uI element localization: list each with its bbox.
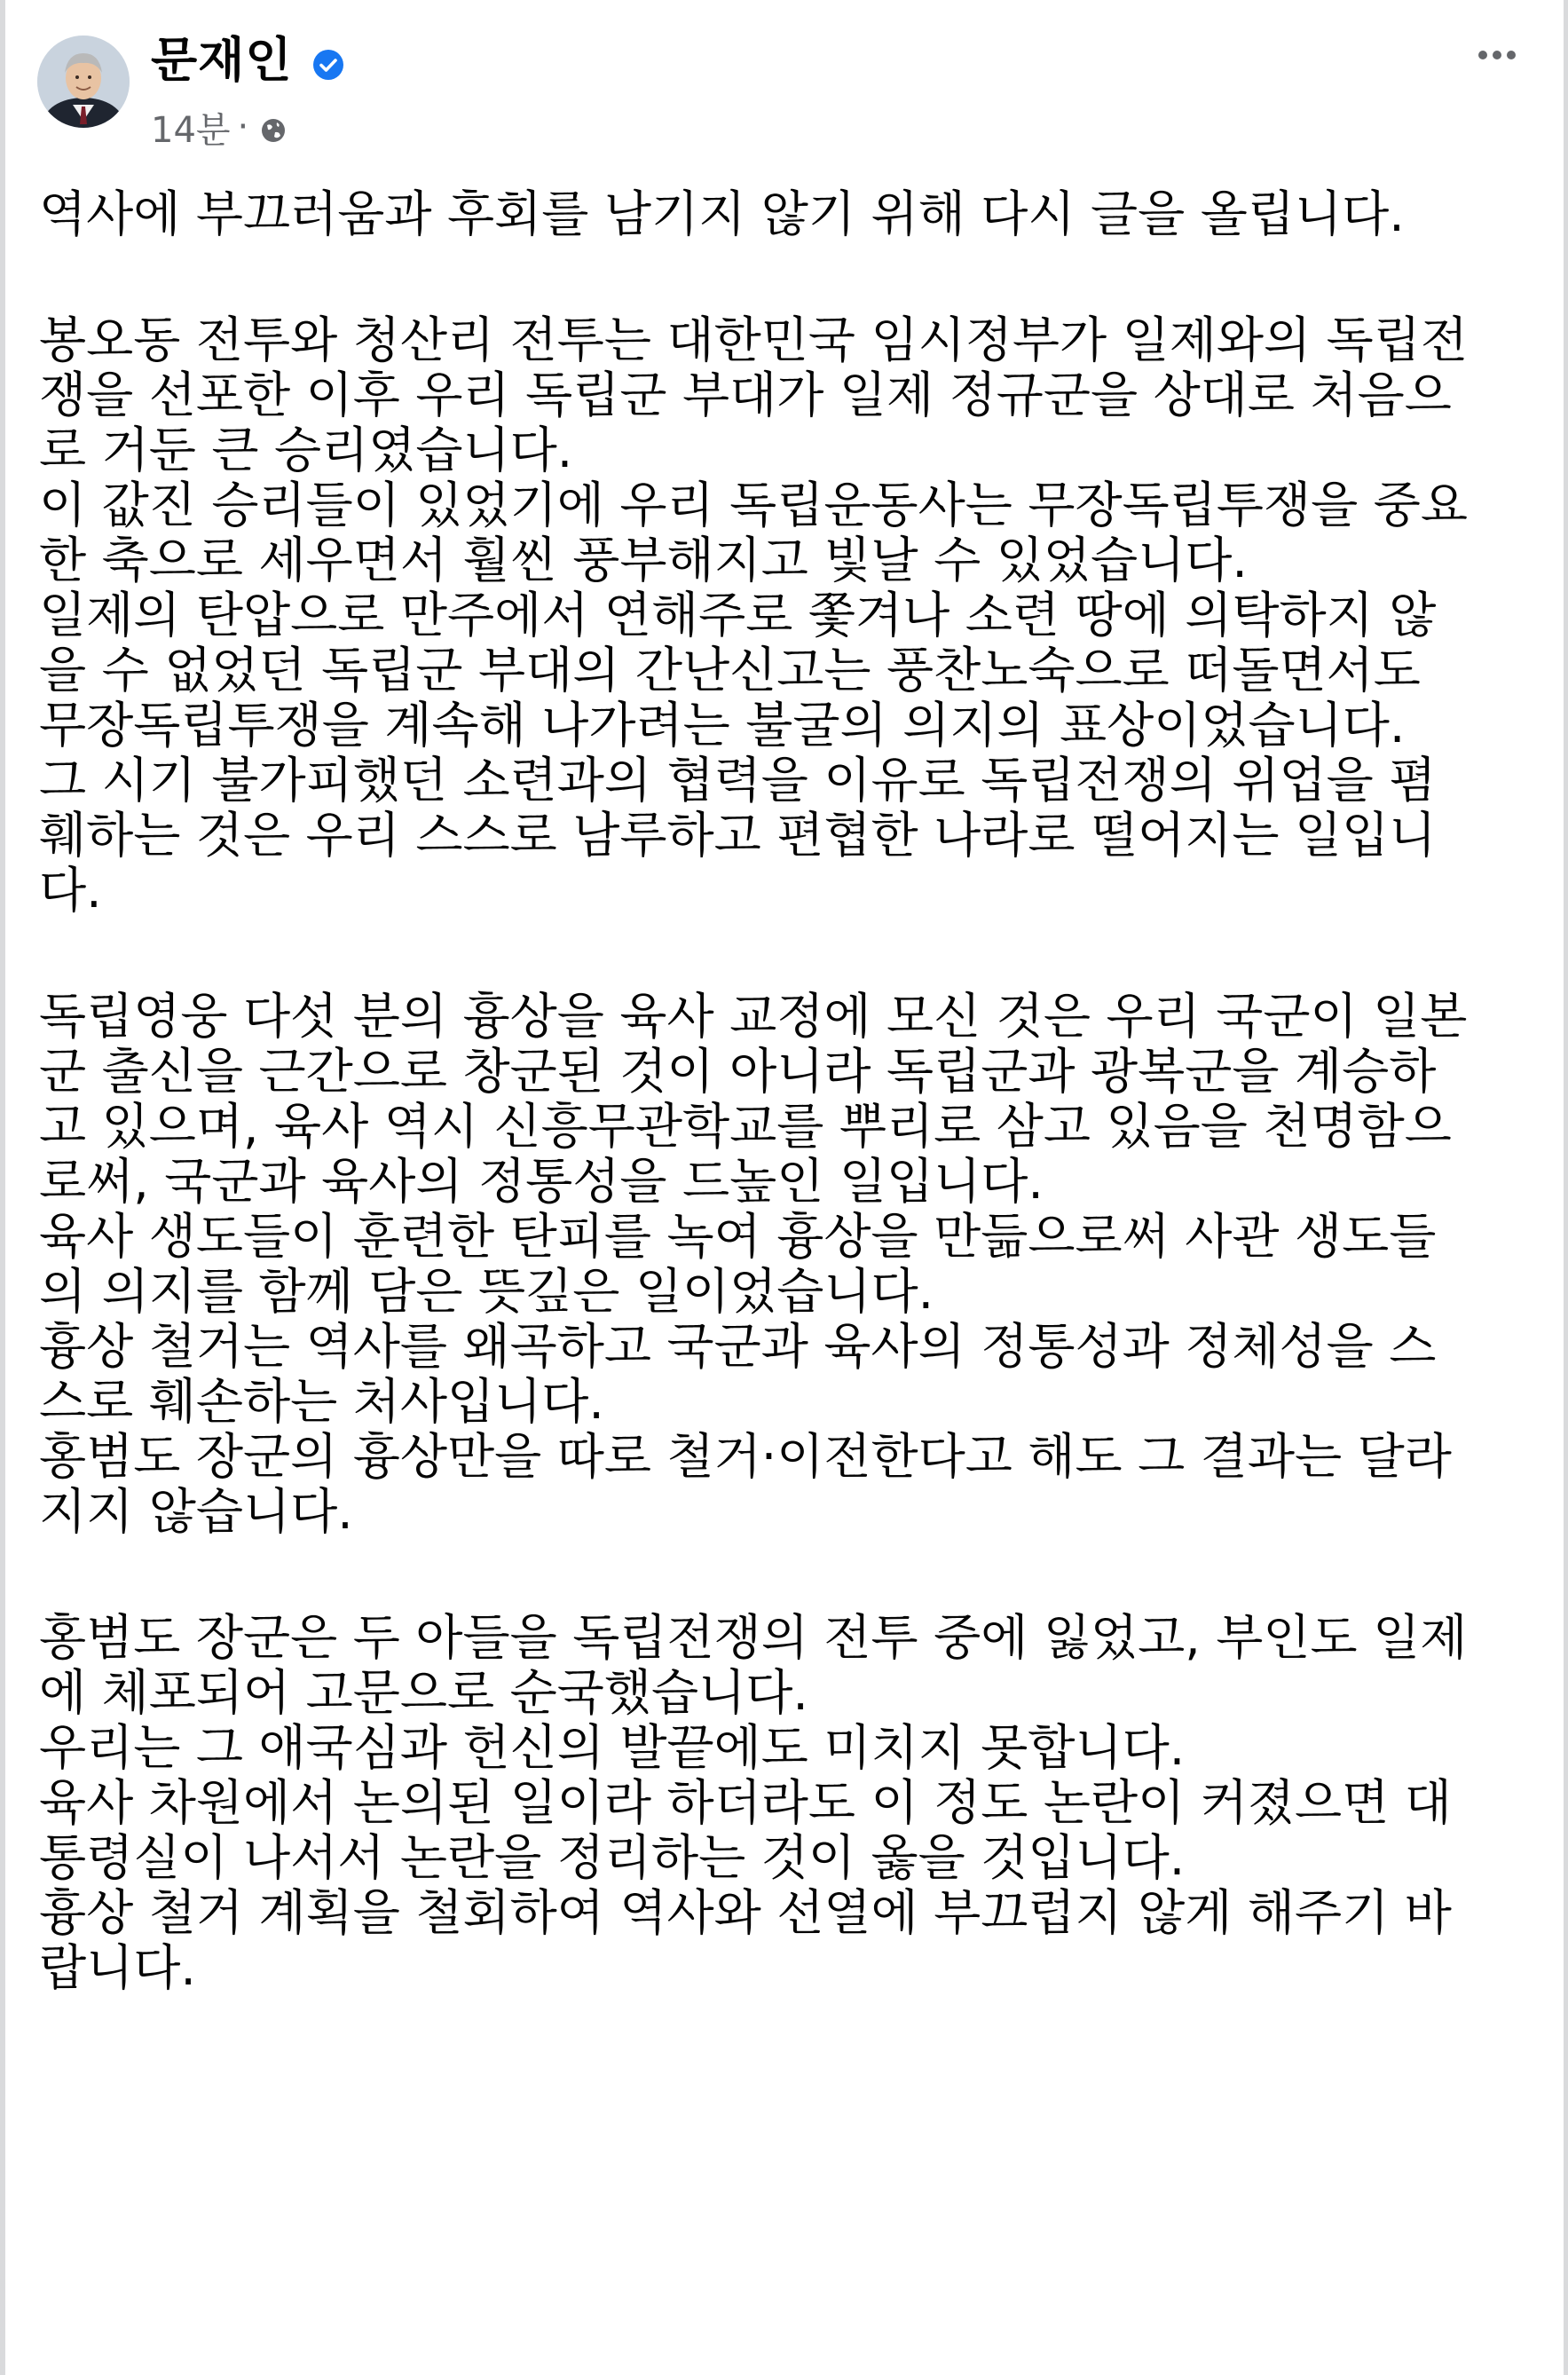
- post-text-line: 을 수 없었던 독립군 부대의 간난신고는 풍찬노숙으로 떠돌면서도: [39, 642, 1421, 698]
- post-text-line: 한 축으로 세우면서 훨씬 풍부해지고 빛날 수 있었습니다.: [39, 532, 1248, 588]
- post-text-line: 흉상 철거는 역사를 왜곡하고 국군과 육사의 정통성과 정체성을 스: [39, 1318, 1437, 1375]
- paragraph-3: [39, 1610, 1539, 1995]
- post-text-line: 다.: [39, 862, 102, 919]
- post-text-line: 역사에 부끄러움과 후회를 남기지 않기 위해 다시 글을 올립니다.: [39, 185, 1405, 242]
- post-text-line: 육사 차원에서 논의된 일이라 하더라도 이 정도 논란이 커졌으면 대: [39, 1774, 1452, 1831]
- post-text-line: 독립영웅 다섯 분의 흉상을 육사 교정에 모신 것은 우리 국군이 일본: [39, 988, 1468, 1045]
- post-body: [39, 186, 1539, 1995]
- post-text-line: 지지 않습니다.: [39, 1483, 353, 1540]
- post-text-line: 우리는 그 애국심과 헌신의 발끝에도 미치지 못합니다.: [39, 1719, 1186, 1776]
- globe-icon[interactable]: [259, 113, 288, 141]
- post-meta: [151, 105, 288, 149]
- post-text-line: 통령실이 나서서 논란을 정리하는 것이 옳을 것입니다.: [39, 1829, 1186, 1886]
- post-text-line: 무장독립투쟁을 계속해 나가려는 불굴의 의지의 표상이었습니다.: [39, 697, 1406, 754]
- feed-right-border: [1564, 0, 1568, 2375]
- more-options-button[interactable]: [1462, 37, 1533, 73]
- paragraph-1: [39, 312, 1539, 918]
- avatar[interactable]: [37, 36, 130, 128]
- post-text-line: 의 의지를 함께 담은 뜻깊은 일이었습니다.: [39, 1263, 934, 1320]
- post-text-line: 군 출신을 근간으로 창군된 것이 아니라 독립군과 광복군을 계승하: [39, 1043, 1437, 1100]
- more-options-icon: [1477, 50, 1517, 60]
- post-text-line: 이 값진 승리들이 있었기에 우리 독립운동사는 무장독립투쟁을 중요: [39, 477, 1469, 533]
- post-timestamp[interactable]: 14분: [151, 109, 231, 151]
- post-text-line: 스로 훼손하는 처사입니다.: [39, 1373, 604, 1430]
- post-text-line: 일제의 탄압으로 만주에서 연해주로 쫓겨나 소련 땅에 의탁하지 않: [39, 587, 1437, 643]
- avatar-portrait: [37, 36, 130, 128]
- author-name[interactable]: 문재인: [151, 32, 293, 88]
- post-text-line: 에 체포되어 고문으로 순국했습니다.: [39, 1664, 808, 1721]
- paragraph-2: [39, 989, 1539, 1539]
- post-header: [0, 0, 1568, 169]
- meta-separator: ·: [237, 107, 249, 147]
- post-text-line: 로 거둔 큰 승리였습니다.: [39, 422, 573, 478]
- post-text-line: 흉상 철거 계획을 철회하여 역사와 선열에 부끄럽지 않게 해주기 바: [39, 1884, 1452, 1941]
- post-text-line: 쟁을 선포한 이후 우리 독립군 부대가 일제 정규군을 상대로 처음으: [39, 367, 1452, 423]
- post-text-line: 랍니다.: [39, 1939, 196, 1996]
- feed-left-border: [0, 0, 5, 2375]
- post-text-line: 고 있으며, 육사 역시 신흥무관학교를 뿌리로 삼고 있음을 천명함으: [39, 1098, 1452, 1155]
- post-text-line: 훼하는 것은 우리 스스로 남루하고 편협한 나라로 떨어지는 일입니: [39, 807, 1437, 864]
- post-text-line: 그 시기 불가피했던 소련과의 협력을 이유로 독립전쟁의 위업을 폄: [39, 752, 1437, 809]
- post-text-line: 로써, 국군과 육사의 정통성을 드높인 일입니다.: [39, 1153, 1044, 1210]
- verified-badge-icon: [312, 49, 344, 81]
- post-text-line: 홍범도 장군은 두 아들을 독립전쟁의 전투 중에 잃었고, 부인도 일제: [39, 1609, 1468, 1666]
- post-text-line: 육사 생도들이 훈련한 탄피를 녹여 흉상을 만듦으로써 사관 생도들: [39, 1208, 1437, 1265]
- post-text-line: 홍범도 장군의 흉상만을 따로 철거·이전한다고 해도 그 결과는 달라: [39, 1428, 1452, 1485]
- post-text-line: 봉오동 전투와 청산리 전투는 대한민국 임시정부가 일제와의 독립전: [39, 312, 1469, 368]
